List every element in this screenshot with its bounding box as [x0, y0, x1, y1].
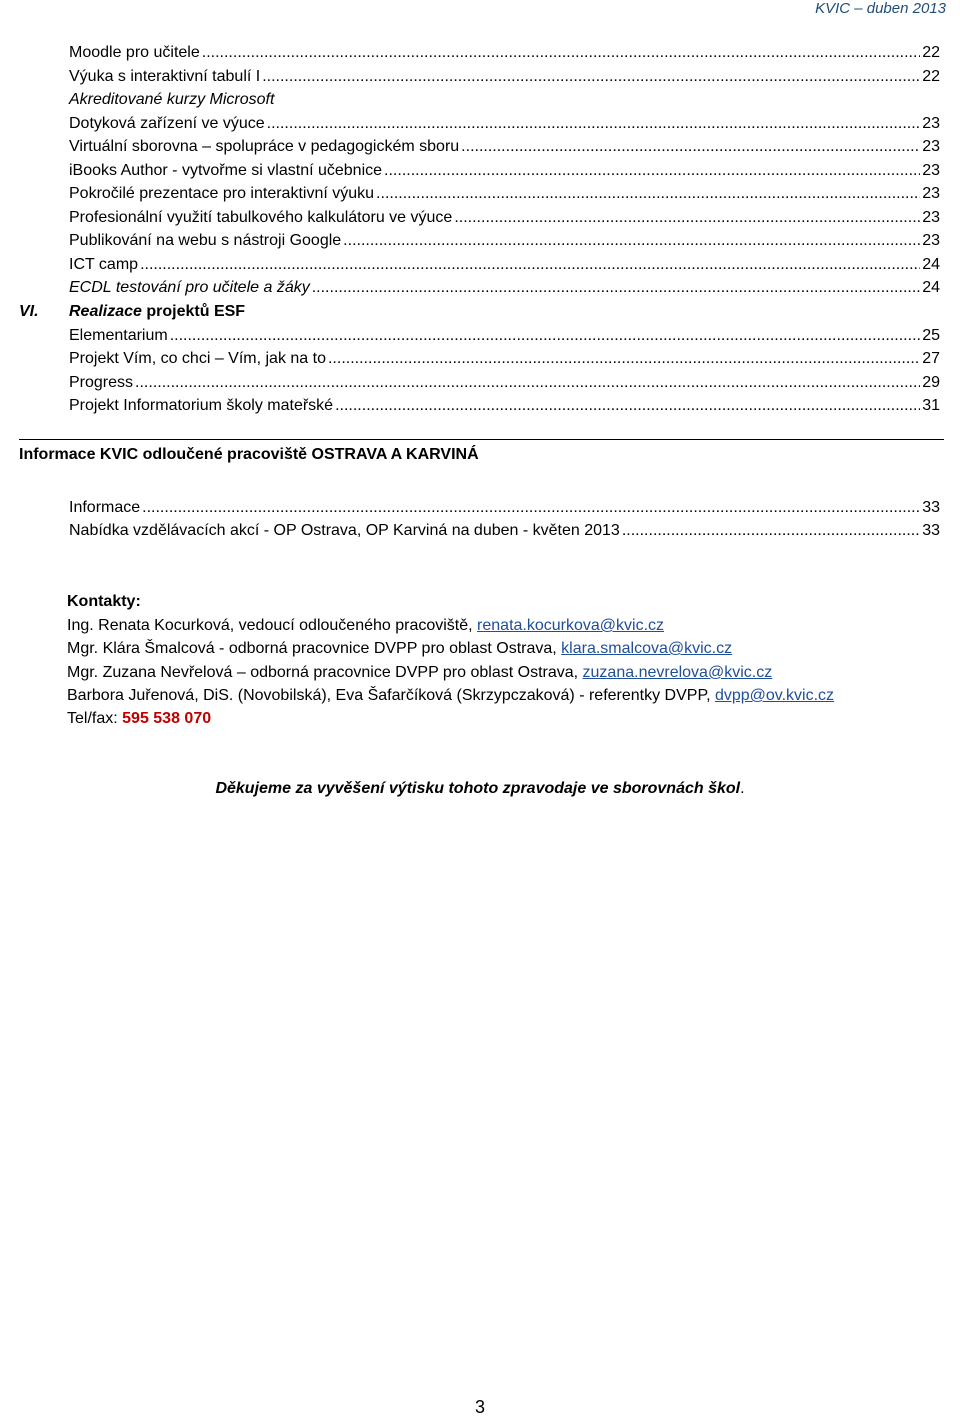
- toc-leader: [170, 325, 921, 347]
- toc-entry-title: Projekt Vím, co chci – Vím, jak na to: [69, 350, 326, 367]
- toc-leader: [622, 520, 920, 542]
- toc-entry-title: ECDL testování pro učitele a žáky: [69, 279, 310, 296]
- toc-entry[interactable]: [69, 207, 940, 229]
- toc-entry[interactable]: [69, 113, 940, 135]
- branch-heading[interactable]: Informace KVIC odloučené pracoviště OSTRAVA A KARVINÁ: [19, 446, 479, 463]
- toc-leader: [461, 136, 920, 158]
- toc-entry-page: 22: [922, 68, 940, 85]
- toc-entry-heading[interactable]: [69, 89, 940, 111]
- phone-number[interactable]: 595 538 070: [122, 710, 212, 727]
- thanks-end: .: [740, 780, 745, 797]
- toc-entry-title: Profesionální využití tabulkového kalkulátoru ve výuce: [69, 209, 453, 226]
- toc-entry-page: 24: [922, 256, 940, 273]
- toc-leader: [454, 207, 920, 229]
- section-title[interactable]: [69, 301, 245, 323]
- toc-entry-page: 23: [922, 138, 940, 155]
- toc-leader: [384, 160, 920, 182]
- toc-entry-title: Výuka s interaktivní tabulí I: [69, 68, 261, 85]
- thanks-text: Děkujeme za vyvěšení výtisku tohoto zpravodaje ve sborovnách škol: [215, 780, 741, 797]
- phone-label: Tel/fax:: [67, 710, 123, 727]
- toc-entry-page: 33: [922, 522, 940, 539]
- toc-entry-title: iBooks Author - vytvořme si vlastní učebnice: [69, 162, 383, 179]
- toc-entry[interactable]: [69, 325, 940, 347]
- contact-line: [67, 615, 664, 637]
- toc-entry[interactable]: [69, 348, 940, 370]
- toc-entry-page: 23: [922, 232, 940, 249]
- toc-entry-title: ICT camp: [69, 256, 139, 273]
- toc-entry[interactable]: [69, 497, 940, 519]
- toc-entry[interactable]: [69, 42, 940, 64]
- toc-entry[interactable]: [69, 372, 940, 394]
- toc-entry-page: 22: [922, 44, 940, 61]
- contact-text: Ing. Renata Kocurková, vedoucí odloučeného pracoviště,: [67, 617, 478, 634]
- toc-entry-title: Dotyková zařízení ve výuce: [69, 115, 265, 132]
- toc-entry[interactable]: [69, 136, 940, 158]
- toc-entry-title: Progress: [69, 374, 134, 391]
- toc-entry[interactable]: [69, 520, 940, 542]
- toc-entry-page: 29: [922, 374, 940, 391]
- toc-entry-title: Akreditované kurzy Microsoft: [69, 91, 275, 108]
- thanks-note: [0, 778, 960, 800]
- toc-leader: [376, 183, 920, 205]
- toc-entry-page: 24: [922, 279, 940, 296]
- toc-leader: [140, 254, 920, 276]
- toc-entry-title: Moodle pro učitele: [69, 44, 200, 61]
- toc-entry-title: Publikování na webu s nástroji Google: [69, 232, 342, 249]
- page-number: 3: [474, 1397, 485, 1417]
- toc-entry[interactable]: [69, 160, 940, 182]
- section-title-rest: projektů ESF: [141, 303, 246, 320]
- toc-entry[interactable]: [69, 277, 940, 299]
- toc-entry-title: Elementarium: [69, 327, 168, 344]
- toc-leader: [312, 277, 920, 299]
- toc-entry-title: Informace: [69, 499, 141, 516]
- toc-entry-title: Virtuální sborovna – spolupráce v pedagogickém sboru: [69, 138, 460, 155]
- contact-line: [67, 685, 834, 707]
- toc-leader: [328, 348, 920, 370]
- contact-email-link[interactable]: dvpp@ov.kvic.cz: [714, 687, 835, 704]
- contacts-title: Kontakty:: [67, 593, 141, 610]
- contact-text: Mgr. Klára Šmalcová - odborná pracovnice DVPP pro oblast Ostrava,: [67, 640, 562, 657]
- toc-entry-page: 23: [922, 185, 940, 202]
- toc-entry-page: 25: [922, 327, 940, 344]
- toc-entry-page: 23: [922, 162, 940, 179]
- toc-leader: [335, 395, 920, 417]
- toc-leader: [262, 66, 920, 88]
- running-header: KVIC – duben 2013: [815, 0, 946, 17]
- toc-entry[interactable]: [69, 254, 940, 276]
- toc-entry-page: 31: [922, 397, 940, 414]
- contact-email-link[interactable]: renata.kocurkova@kvic.cz: [477, 617, 665, 634]
- toc-leader: [343, 230, 920, 252]
- section-number: VI.: [19, 303, 39, 320]
- contact-text: Mgr. Zuzana Nevřelová – odborná pracovnice DVPP pro oblast Ostrava,: [67, 664, 583, 681]
- toc-entry[interactable]: [69, 183, 940, 205]
- contact-text: Barbora Juřenová, DiS. (Novobilská), Eva Šafarčíková (Skrzypczaková) - referentky DVPP,: [67, 687, 715, 704]
- toc-entry-page: 27: [922, 350, 940, 367]
- toc-entry-page: 33: [922, 499, 940, 516]
- toc-entry-page: 23: [922, 209, 940, 226]
- contact-line: [67, 638, 732, 660]
- toc-entry-page: 23: [922, 115, 940, 132]
- toc-leader: [202, 42, 920, 64]
- toc-entry-title: Pokročilé prezentace pro interaktivní výuku: [69, 185, 375, 202]
- toc-entry-title: Projekt Informatorium školy mateřské: [69, 397, 334, 414]
- contact-line: [67, 662, 772, 684]
- toc-entry[interactable]: [69, 230, 940, 252]
- section-title-italic: Realizace: [69, 303, 142, 320]
- contact-email-link[interactable]: zuzana.nevrelova@kvic.cz: [582, 664, 773, 681]
- contact-email-link[interactable]: klara.smalcova@kvic.cz: [561, 640, 733, 657]
- toc-entry[interactable]: [69, 395, 940, 417]
- toc-entry[interactable]: [69, 66, 940, 88]
- contact-phone-line: [67, 708, 211, 730]
- divider: [19, 439, 944, 440]
- toc-entry-title: Nabídka vzdělávacích akcí - OP Ostrava, OP Karviná na duben - květen 2013: [69, 522, 620, 539]
- toc-leader: [267, 113, 921, 135]
- toc-leader: [135, 372, 920, 394]
- toc-leader: [142, 497, 920, 519]
